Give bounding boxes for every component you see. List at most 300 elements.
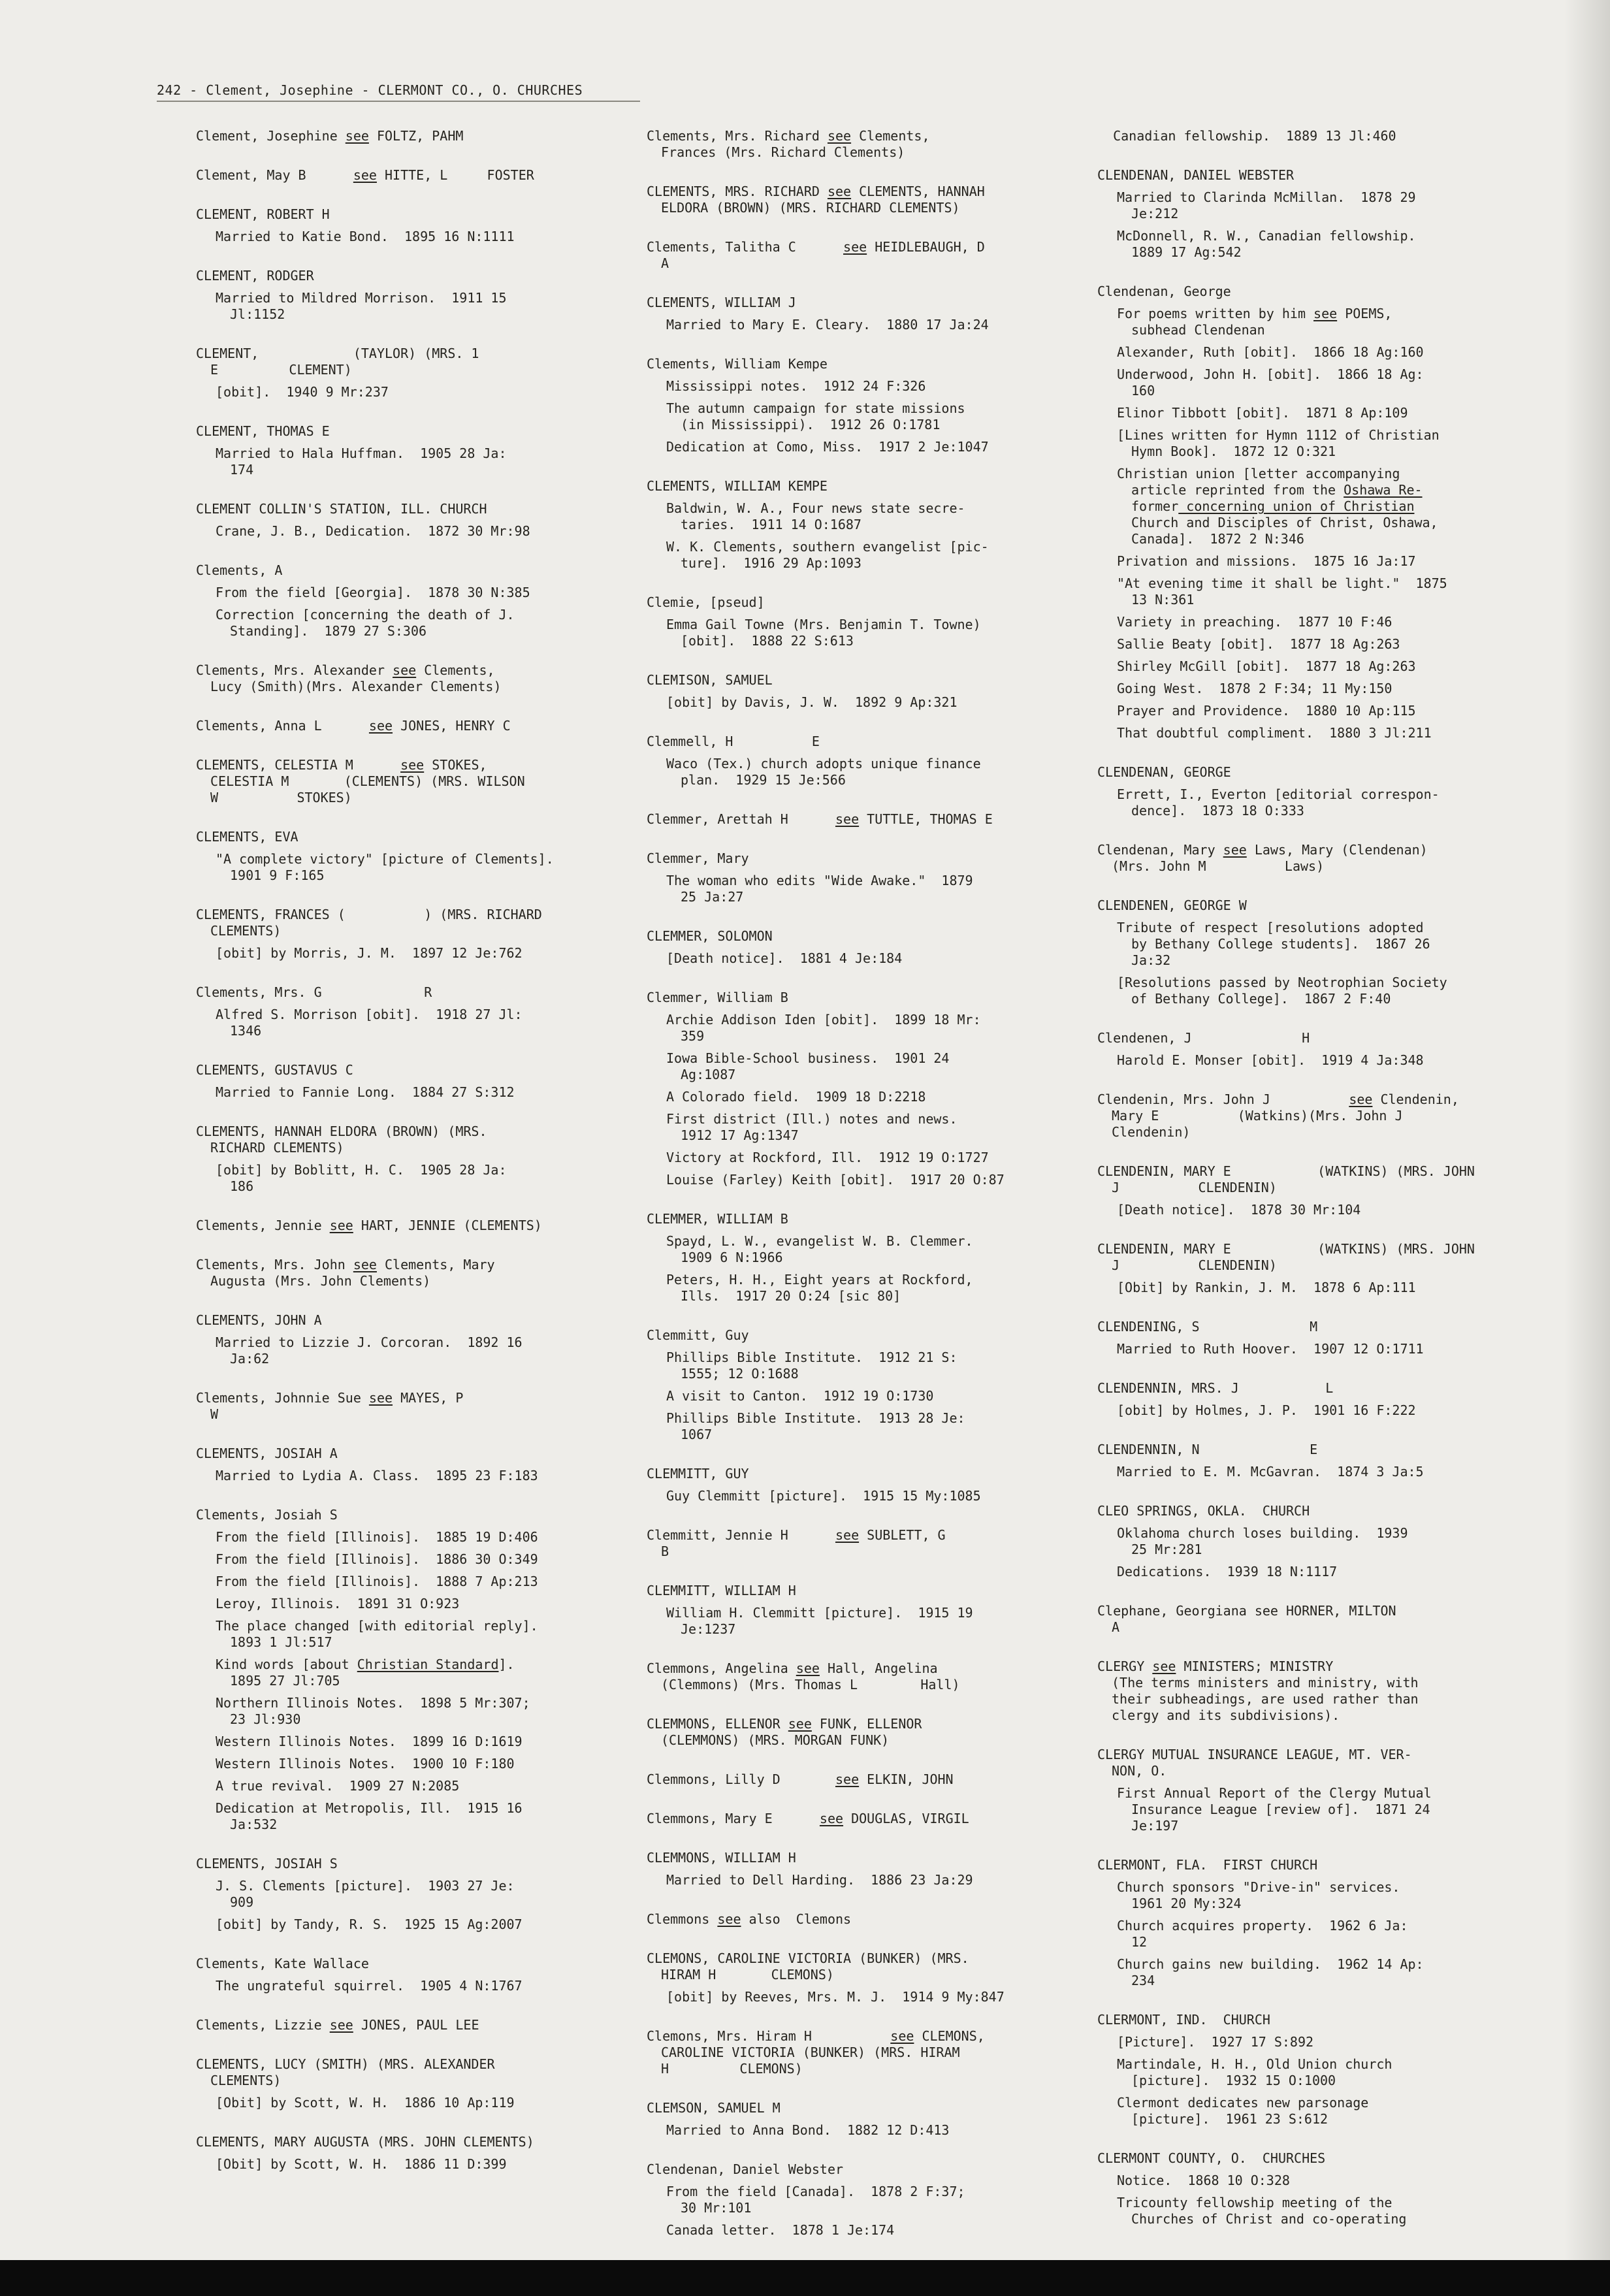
index-entry (196, 1507, 614, 1833)
index-entry (647, 811, 1065, 828)
entry-citations (647, 1233, 1065, 1304)
citation-line: Married to Katie Bond. 1895 16 N:1111 (216, 229, 515, 244)
entry-citations (647, 2184, 1065, 2239)
citation-line: [Resolutions passed by Neotrophian Society of Bethany College]. 1867 2 F:40 (1117, 975, 1447, 1007)
citation-line: Tribute of respect [resolutions adopted by Bethany College students]. 1867 26 Ja:32 (1117, 920, 1430, 968)
citation-line: First district (Ill.) notes and news. 1912 17 Ag:1347 (666, 1111, 958, 1143)
entry-heading: Canadian fellowship. 1889 13 Jl:460 (1097, 128, 1396, 144)
entry-citations (1097, 189, 1528, 261)
citation-line: Alfred S. Morrison [obit]. 1918 27 Jl: 1346 (216, 1007, 523, 1039)
index-column-right (1097, 128, 1528, 2250)
entry-heading: Clements, A (196, 562, 283, 578)
index-entry (196, 1446, 614, 1484)
entry-heading: Clements, Talitha C see HEIDLEBAUGH, D A (647, 239, 985, 271)
entry-heading: CLENDENING, S M (1097, 1319, 1318, 1334)
citation-line: Oklahoma church loses building. 1939 25 Mr:281 (1117, 1525, 1408, 1557)
citation-line: Martindale, H. H., Old Union church [picture]. 1932 15 O:1000 (1117, 2056, 1393, 2088)
entry-heading: CLEMENTS, MRS. RICHARD see CLEMENTS, HANNAH ELDORA (BROWN) (MRS. RICHARD CLEMENTS) (647, 184, 985, 216)
entry-citations (647, 317, 1065, 333)
index-entry (1097, 1503, 1528, 1580)
entry-heading: CLERMONT, IND. CHURCH (1097, 2012, 1270, 2028)
citation-line: Louise (Farley) Keith [obit]. 1917 20 O:87 (666, 1172, 1005, 1188)
citation-line: Variety in preaching. 1877 10 F:46 (1117, 614, 1393, 630)
entry-citations (196, 445, 614, 478)
index-entry (647, 128, 1065, 161)
citation-line: Clermont dedicates new parsonage [picture]. 1961 23 S:612 (1117, 2095, 1369, 2127)
entry-citations (1097, 1341, 1528, 1357)
entry-heading: CLEMENTS, GUSTAVUS C (196, 1062, 353, 1078)
citation-line: From the field [Georgia]. 1878 30 N:385 (216, 585, 530, 600)
entry-citations (647, 1012, 1065, 1188)
entry-heading: CLEMONS, CAROLINE VICTORIA (BUNKER) (MRS. HIRAM H CLEMONS) (647, 1950, 969, 1982)
index-entry (647, 356, 1065, 455)
citation-line: Underwood, John H. [obit]. 1866 18 Ag: 160 (1117, 366, 1424, 398)
entry-citations (196, 585, 614, 639)
index-entry (196, 718, 614, 734)
citation-line: Married to Ruth Hoover. 1907 12 O:1711 (1117, 1341, 1424, 1357)
entry-citations (647, 1989, 1065, 2005)
entry-citations (1097, 1280, 1528, 1296)
entry-citations (196, 2095, 614, 2111)
index-entry (1097, 897, 1528, 1007)
entry-heading: CLEMMER, SOLOMON (647, 928, 773, 944)
citation-line: Crane, J. B., Dedication. 1872 30 Mr:98 (216, 523, 530, 539)
entry-heading: Clements, Mrs. Alexander see Clements, Lucy (Smith)(Mrs. Alexander Clements) (196, 662, 502, 694)
citation-line: Canada letter. 1878 1 Je:174 (666, 2222, 895, 2238)
index-entry (196, 1062, 614, 1101)
citation-line: [obit] by Morris, J. M. 1897 12 Je:762 (216, 945, 523, 961)
citation-line: W. K. Clements, southern evangelist [pic- ture]. 1916 29 Ap:1093 (666, 539, 989, 571)
entry-citations (196, 851, 614, 884)
entry-heading: Clemmitt, Jennie H see SUBLETT, G B (647, 1527, 946, 1559)
scan-bottom-border (0, 2260, 1610, 2296)
citation-line: "A complete victory" [picture of Clements]. 1901 9 F:165 (216, 851, 554, 883)
citation-line: Emma Gail Towne (Mrs. Benjamin T. Towne) [obit]. 1888 22 S:613 (666, 617, 981, 649)
index-entry (196, 167, 614, 184)
citation-line: Phillips Bible Institute. 1912 21 S: 1555; 12 O:1688 (666, 1350, 958, 1382)
entry-heading: Clendenan, Mary see Laws, Mary (Clendenan) (Mrs. John M Laws) (1097, 842, 1428, 874)
citation-line: Peters, H. H., Eight years at Rockford, Ills. 1917 20 O:24 [sic 80] (666, 1272, 973, 1304)
index-column-middle (647, 128, 1065, 2261)
index-entry (1097, 1747, 1528, 1834)
entry-citations (1097, 306, 1528, 741)
citation-line: Married to Lydia A. Class. 1895 23 F:183 (216, 1468, 538, 1483)
entry-citations (1097, 786, 1528, 819)
entry-heading: Clement, May B see HITTE, L FOSTER (196, 167, 534, 183)
entry-heading: CLEMENTS, JOHN A (196, 1312, 322, 1328)
entry-heading: Clemmer, Mary (647, 850, 749, 866)
citation-line: Prayer and Providence. 1880 10 Ap:115 (1117, 703, 1416, 719)
citation-line: Church acquires property. 1962 6 Ja: 12 (1117, 1918, 1408, 1950)
entry-citations (647, 617, 1065, 649)
entry-heading: CLEMENT COLLIN'S STATION, ILL. CHURCH (196, 501, 487, 517)
page-edge-shadow (1564, 0, 1610, 2260)
citation-line: Mississippi notes. 1912 24 F:326 (666, 378, 926, 394)
entry-heading: CLEMENTS, JOSIAH A (196, 1446, 338, 1461)
entry-heading: Clemmons see also Clemons (647, 1911, 852, 1927)
entry-heading: CLENDENIN, MARY E (WATKINS) (MRS. JOHN J CLENDENIN) (1097, 1163, 1475, 1195)
citation-line: Going West. 1878 2 F:34; 11 My:150 (1117, 681, 1393, 696)
citation-line: From the field [Illinois]. 1888 7 Ap:213 (216, 1574, 538, 1589)
citation-line: [obit] by Davis, J. W. 1892 9 Ap:321 (666, 694, 958, 710)
entry-heading: Clements, Mrs. Richard see Clements, Frances (Mrs. Richard Clements) (647, 128, 930, 160)
entry-citations (647, 1872, 1065, 1888)
entry-heading: CLEMSON, SAMUEL M (647, 2100, 781, 2116)
citation-line: The ungrateful squirrel. 1905 4 N:1767 (216, 1978, 523, 1994)
entry-citations (1097, 1525, 1528, 1580)
index-entry (196, 1124, 614, 1195)
index-entry (1097, 2012, 1528, 2127)
citation-line: The place changed [with editorial reply]. 1893 1 Jl:517 (216, 1618, 538, 1650)
citation-line: Kind words [about Christian Standard]. 1895 27 Jl:705 (216, 1657, 515, 1689)
index-entry (647, 1211, 1065, 1304)
citation-line: [Death notice]. 1881 4 Je:184 (666, 950, 903, 966)
index-entry (196, 501, 614, 540)
citation-line: [Picture]. 1927 17 S:892 (1117, 2034, 1314, 2050)
entry-heading: CLEMENT, THOMAS E (196, 423, 330, 439)
index-entry (647, 734, 1065, 788)
entry-citations (1097, 920, 1528, 1007)
citation-line: Alexander, Ruth [obit]. 1866 18 Ag:160 (1117, 344, 1424, 360)
index-entry (647, 928, 1065, 967)
citation-line: Privation and missions. 1875 16 Ja:17 (1117, 553, 1416, 569)
index-entry (647, 2100, 1065, 2139)
entry-citations (647, 694, 1065, 711)
index-entry (647, 2028, 1065, 2077)
entry-citations (1097, 1402, 1528, 1419)
citation-line: Leroy, Illinois. 1891 31 O:923 (216, 1596, 460, 1611)
entry-heading: Clemie, [pseud] (647, 594, 765, 610)
entry-citations (1097, 2034, 1528, 2127)
index-entry (196, 829, 614, 884)
citation-line: From the field [Illinois]. 1886 30 O:349 (216, 1551, 538, 1567)
entry-citations (196, 945, 614, 962)
index-entry (196, 662, 614, 695)
index-entry (647, 1911, 1065, 1928)
index-entry (196, 2056, 614, 2111)
index-entry (196, 562, 614, 639)
citation-line: Elinor Tibbott [obit]. 1871 8 Ap:109 (1117, 405, 1408, 421)
entry-heading: CLENDENEN, GEORGE W (1097, 897, 1247, 913)
citation-line: Victory at Rockford, Ill. 1912 19 O:1727 (666, 1150, 989, 1165)
index-entry (1097, 764, 1528, 819)
citation-line: [Lines written for Hymn 1112 of Christian Hymn Book]. 1872 12 O:321 (1117, 427, 1440, 459)
citation-line: Errett, I., Everton [editorial correspon- dence]. 1873 18 O:333 (1117, 786, 1440, 818)
citation-line: A Colorado field. 1909 18 D:2218 (666, 1089, 926, 1105)
index-entry (647, 1583, 1065, 1638)
index-entry (196, 1390, 614, 1423)
index-entry (647, 1660, 1065, 1693)
index-entry (196, 757, 614, 806)
entry-heading: CLEMMER, WILLIAM B (647, 1211, 788, 1227)
index-entry (1097, 167, 1528, 261)
citation-line: [Death notice]. 1878 30 Mr:104 (1117, 1202, 1361, 1218)
index-entry (196, 1257, 614, 1289)
citation-line: J. S. Clements [picture]. 1903 27 Je: 909 (216, 1878, 515, 1910)
citation-line: Dedication at Metropolis, Ill. 1915 16 Ja:532 (216, 1800, 523, 1832)
citation-line: Northern Illinois Notes. 1898 5 Mr:307; 23 Jl:930 (216, 1695, 530, 1727)
citation-line: [obit] by Holmes, J. P. 1901 16 F:222 (1117, 1402, 1416, 1418)
index-entry (1097, 842, 1528, 875)
entry-citations (647, 1488, 1065, 1504)
citation-line: First Annual Report of the Clergy Mutual Insurance League [review of]. 1871 24 Je:197 (1117, 1785, 1432, 1834)
index-entry (647, 184, 1065, 216)
entry-heading: Clemmell, H E (647, 734, 820, 749)
entry-citations (196, 1468, 614, 1484)
entry-citations (196, 290, 614, 323)
citation-line: Dedications. 1939 18 N:1117 (1117, 1564, 1338, 1579)
citation-line: Spayd, L. W., evangelist W. B. Clemmer. 1909 6 N:1966 (666, 1233, 973, 1265)
entry-heading: CLENDENNIN, N E (1097, 1442, 1318, 1457)
index-entry (647, 594, 1065, 649)
index-entry (196, 128, 614, 144)
entry-citations (196, 1878, 614, 1933)
entry-heading: CLEMENTS, FRANCES ( ) (MRS. RICHARD CLEMENTS) (196, 907, 542, 939)
index-entry (1097, 128, 1528, 144)
entry-heading: Clemmons, Angelina see Hall, Angelina (Clemmons) (Mrs. Thomas L Hall) (647, 1660, 960, 1692)
index-entry (196, 1856, 614, 1933)
entry-citations (647, 378, 1065, 455)
citation-line: [obit] by Tandy, R. S. 1925 15 Ag:2007 (216, 1916, 523, 1932)
index-entry (196, 2134, 614, 2173)
citation-line: "At evening time it shall be light." 1875 13 N:361 (1117, 575, 1447, 607)
citation-line: [obit]. 1940 9 Mr:237 (216, 384, 389, 400)
entry-citations (196, 1334, 614, 1367)
index-entry (196, 346, 614, 400)
entry-heading: Clements, Johnnie Sue see MAYES, P W (196, 1390, 464, 1422)
index-entry (1097, 1241, 1528, 1296)
entry-citations (1097, 2173, 1528, 2227)
entry-citations (196, 1007, 614, 1039)
citation-line: Married to Clarinda McMillan. 1878 29 Je:212 (1117, 189, 1416, 221)
entry-citations (647, 2122, 1065, 2139)
index-entry (1097, 1442, 1528, 1480)
entry-heading: CLEMENT, ROBERT H (196, 206, 330, 222)
citation-line: Guy Clemmitt [picture]. 1915 15 My:1085 (666, 1488, 981, 1504)
entry-citations (647, 950, 1065, 967)
index-entry (647, 1811, 1065, 1827)
citation-line: Shirley McGill [obit]. 1877 18 Ag:263 (1117, 658, 1416, 674)
index-entry (647, 990, 1065, 1188)
entry-citations (196, 2156, 614, 2173)
entry-heading: CLERMONT COUNTY, O. CHURCHES (1097, 2150, 1326, 2166)
entry-heading: CLEMENTS, WILLIAM J (647, 295, 796, 310)
entry-citations (647, 1350, 1065, 1443)
citation-line: Married to Mildred Morrison. 1911 15 Jl:1152 (216, 290, 507, 322)
entry-heading: Clemmer, William B (647, 990, 788, 1005)
citation-line: Notice. 1868 10 O:328 (1117, 2173, 1290, 2188)
entry-heading: Clemmitt, Guy (647, 1327, 749, 1343)
entry-heading: Clendenan, Daniel Webster (647, 2161, 844, 2177)
index-entry (196, 907, 614, 962)
page-header: 242 - Clement, Josephine - CLERMONT CO., O. CHURCHES (157, 82, 583, 98)
citation-line: Married to Mary E. Cleary. 1880 17 Ja:24 (666, 317, 989, 332)
entry-heading: Clements, Josiah S (196, 1507, 338, 1523)
entry-heading: Clement, Josephine see FOLTZ, PAHM (196, 128, 464, 144)
entry-heading: CLEMMITT, GUY (647, 1466, 749, 1481)
index-entry (647, 1716, 1065, 1749)
citation-line: Correction [concerning the death of J. Standing]. 1879 27 S:306 (216, 607, 515, 639)
entry-heading: Clendenan, George (1097, 283, 1231, 299)
entry-citations (647, 756, 1065, 788)
index-entry (196, 268, 614, 323)
citation-line: Married to Anna Bond. 1882 12 D:413 (666, 2122, 950, 2138)
index-entry (196, 1956, 614, 1994)
entry-heading: CLEMENT, RODGER (196, 268, 314, 283)
entry-citations (196, 1162, 614, 1195)
entry-heading: CLEMENTS, CELESTIA M see STOKES, CELESTIA M (CLEMENTS) (MRS. WILSON W STOKES) (196, 757, 525, 805)
citation-line: The autumn campaign for state missions (in Mississippi). 1912 26 O:1781 (666, 400, 965, 432)
entry-heading: Clements, Mrs. G R (196, 984, 432, 1000)
entry-heading: CLEMENTS, JOSIAH S (196, 1856, 338, 1871)
index-entry (1097, 1603, 1528, 1636)
citation-line: Married to Dell Harding. 1886 23 Ja:29 (666, 1872, 973, 1888)
entry-heading: Clements, Mrs. John see Clements, Mary Augusta (Mrs. John Clements) (196, 1257, 495, 1289)
header-underline (157, 101, 640, 102)
citation-line: Christian union [letter accompanying article reprinted from the Oshawa Re- former concerning union of Christian Church and Disciples of Christ, Oshawa, Canada]. 1872 2 N:346 (1117, 466, 1438, 547)
citation-line: Married to Hala Huffman. 1905 28 Ja: 174 (216, 445, 507, 477)
citation-line: For poems written by him see POEMS, subhead Clendenan (1117, 306, 1393, 338)
entry-heading: CLERGY MUTUAL INSURANCE LEAGUE, MT. VER- NON, O. (1097, 1747, 1412, 1779)
entry-heading: Clendenen, J H (1097, 1030, 1310, 1046)
citation-line: Church sponsors "Drive-in" services. 1961 20 My:324 (1117, 1879, 1400, 1911)
index-entry (1097, 1030, 1528, 1069)
entry-heading: Clendenin, Mrs. John J see Clendenin, Mary E (Watkins)(Mrs. John J Clendenin) (1097, 1091, 1459, 1140)
index-entry (1097, 1380, 1528, 1419)
index-entry (1097, 283, 1528, 741)
entry-citations (196, 1529, 614, 1833)
citation-line: Phillips Bible Institute. 1913 28 Je: 1067 (666, 1410, 965, 1442)
citation-line: McDonnell, R. W., Canadian fellowship. 1889 17 Ag:542 (1117, 228, 1416, 260)
citation-line: A visit to Canton. 1912 19 O:1730 (666, 1388, 934, 1404)
index-entry (196, 984, 614, 1039)
entry-citations (647, 500, 1065, 572)
entry-heading: CLEMENTS, WILLIAM KEMPE (647, 478, 828, 494)
citation-line: That doubtful compliment. 1880 3 Jl:211 (1117, 725, 1432, 741)
index-entry (196, 423, 614, 478)
citation-line: William H. Clemmitt [picture]. 1915 19 Je:1237 (666, 1605, 973, 1637)
citation-line: [Obit] by Scott, W. H. 1886 10 Ap:119 (216, 2095, 515, 2110)
entry-heading: Clements, Jennie see HART, JENNIE (CLEMENTS) (196, 1218, 542, 1233)
entry-heading: Clements, William Kempe (647, 356, 828, 372)
citation-line: Archie Addison Iden [obit]. 1899 18 Mr: 359 (666, 1012, 981, 1044)
index-entry (647, 1850, 1065, 1888)
index-entry (196, 206, 614, 245)
entry-citations (196, 523, 614, 540)
citation-line: Church gains new building. 1962 14 Ap: 234 (1117, 1956, 1424, 1988)
entry-heading: Clements, Kate Wallace (196, 1956, 369, 1971)
index-entry (647, 478, 1065, 572)
citation-line: From the field [Illinois]. 1885 19 D:406 (216, 1529, 538, 1545)
entry-heading: CLEMENTS, EVA (196, 829, 298, 845)
entry-heading: Clephane, Georgiana see HORNER, MILTON A (1097, 1603, 1396, 1635)
index-entry (1097, 2150, 1528, 2227)
citation-line: [obit] by Reeves, Mrs. M. J. 1914 9 My:847 (666, 1989, 1005, 2005)
citation-line: Tricounty fellowship meeting of the Churches of Christ and co-operating (1117, 2195, 1407, 2227)
entry-heading: CLENDENIN, MARY E (WATKINS) (MRS. JOHN J CLENDENIN) (1097, 1241, 1475, 1273)
entry-citations (196, 384, 614, 400)
citation-line: Western Illinois Notes. 1900 10 F:180 (216, 1756, 515, 1771)
index-entry (196, 1312, 614, 1367)
entry-heading: CLEMENTS, HANNAH ELDORA (BROWN) (MRS. RICHARD CLEMENTS) (196, 1124, 487, 1156)
index-entry (647, 1950, 1065, 2005)
citation-line: Western Illinois Notes. 1899 16 D:1619 (216, 1734, 523, 1749)
entry-citations (196, 1978, 614, 1994)
entry-citations (1097, 1785, 1528, 1834)
entry-heading: Clemmer, Arettah H see TUTTLE, THOMAS E (647, 811, 993, 827)
citation-line: Waco (Tex.) church adopts unique finance plan. 1929 15 Je:566 (666, 756, 981, 788)
index-entry (1097, 1163, 1528, 1218)
entry-heading: CLEMMITT, WILLIAM H (647, 1583, 796, 1598)
entry-heading: Clemmons, Mary E see DOUGLAS, VIRGIL (647, 1811, 969, 1826)
entry-heading: CLEMMONS, WILLIAM H (647, 1850, 796, 1866)
entry-heading: CLEMENTS, LUCY (SMITH) (MRS. ALEXANDER CLEMENTS) (196, 2056, 495, 2088)
entry-citations (1097, 1879, 1528, 1989)
entry-heading: CLEMENTS, MARY AUGUSTA (MRS. JOHN CLEMENTS) (196, 2134, 534, 2150)
entry-heading: Clemons, Mrs. Hiram H see CLEMONS, CAROLINE VICTORIA (BUNKER) (MRS. HIRAM H CLEMONS) (647, 2028, 985, 2077)
index-entry (196, 2017, 614, 2033)
index-entry (1097, 1857, 1528, 1989)
entry-heading: CLEO SPRINGS, OKLA. CHURCH (1097, 1503, 1310, 1519)
index-entry (647, 2161, 1065, 2239)
index-entry (647, 850, 1065, 905)
entry-heading: Clemmons, Lilly D see ELKIN, JOHN (647, 1771, 954, 1787)
citation-line: Iowa Bible-School business. 1901 24 Ag:1087 (666, 1050, 950, 1082)
index-entry (647, 239, 1065, 272)
entry-citations (647, 873, 1065, 905)
citation-line: A true revival. 1909 27 N:2085 (216, 1778, 460, 1794)
index-entry (1097, 1319, 1528, 1357)
citation-line: Married to E. M. McGavran. 1874 3 Ja:5 (1117, 1464, 1424, 1479)
index-entry (647, 1327, 1065, 1443)
entry-heading: CLEMISON, SAMUEL (647, 672, 773, 688)
citation-line: From the field [Canada]. 1878 2 F:37; 30 Mr:101 (666, 2184, 965, 2216)
entry-heading: CLENDENNIN, MRS. J L (1097, 1380, 1334, 1396)
index-entry (1097, 1658, 1528, 1724)
entry-heading: CLENDENAN, DANIEL WEBSTER (1097, 167, 1295, 183)
entry-heading: CLERGY see MINISTERS; MINISTRY (The terms ministers and ministry, with their subheadings, are used rather than clergy and its subdivisions). (1097, 1658, 1419, 1723)
entry-citations (1097, 1052, 1528, 1069)
index-entry (196, 1218, 614, 1234)
entry-citations (196, 1084, 614, 1101)
entry-heading: CLENDENAN, GEORGE (1097, 764, 1231, 780)
citation-line: Married to Lizzie J. Corcoran. 1892 16 Ja:62 (216, 1334, 523, 1366)
entry-heading: CLEMENT, (TAYLOR) (MRS. 1 E CLEMENT) (196, 346, 479, 378)
citation-line: [Obit] by Rankin, J. M. 1878 6 Ap:111 (1117, 1280, 1416, 1295)
citation-line: Harold E. Monser [obit]. 1919 4 Ja:348 (1117, 1052, 1424, 1068)
entry-heading: CLEMMONS, ELLENOR see FUNK, ELLENOR (CLEMMONS) (MRS. MORGAN FUNK) (647, 1716, 922, 1748)
index-entry (647, 672, 1065, 711)
index-entry (647, 1466, 1065, 1504)
index-entry (647, 1527, 1065, 1560)
index-entry (647, 295, 1065, 333)
citation-line: [Obit] by Scott, W. H. 1886 11 D:399 (216, 2156, 507, 2172)
citation-line: Sallie Beaty [obit]. 1877 18 Ag:263 (1117, 636, 1400, 652)
index-entry (1097, 1091, 1528, 1140)
entry-heading: Clements, Lizzie see JONES, PAUL LEE (196, 2017, 479, 2033)
citation-line: [obit] by Boblitt, H. C. 1905 28 Ja: 186 (216, 1162, 507, 1194)
citation-line: Baldwin, W. A., Four news state secre- taries. 1911 14 O:1687 (666, 500, 965, 532)
entry-citations (1097, 1202, 1528, 1218)
index-column-left (196, 128, 614, 2195)
entry-heading: Clements, Anna L see JONES, HENRY C (196, 718, 511, 734)
entry-heading: CLERMONT, FLA. FIRST CHURCH (1097, 1857, 1318, 1873)
citation-line: Dedication at Como, Miss. 1917 2 Je:1047 (666, 439, 989, 455)
entry-citations (647, 1605, 1065, 1638)
entry-citations (1097, 1464, 1528, 1480)
index-entry (647, 1771, 1065, 1788)
citation-line: Married to Fannie Long. 1884 27 S:312 (216, 1084, 515, 1100)
